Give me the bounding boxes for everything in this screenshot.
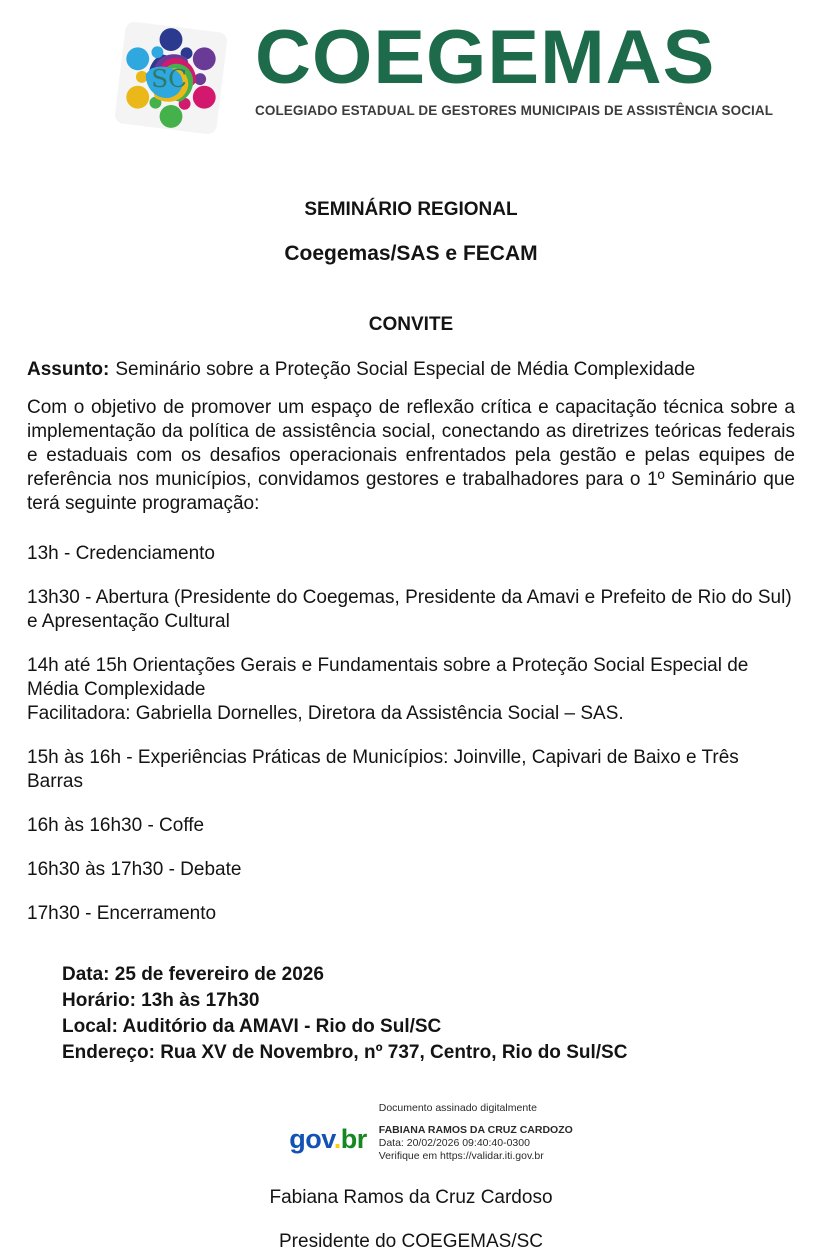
title-convite: CONVITE (368, 314, 454, 335)
brand-name: COEGEMAS (255, 15, 716, 100)
schedule-item-abertura: 13h30 - Abertura (Presidente do Coegemas, Presidente da Amavi e Prefeito de Rio do Sul) e Apresentação Cultural (27, 587, 792, 632)
president-role: Presidente do COEGEMAS/SC (279, 1231, 543, 1252)
schedule-item-orientacoes (27, 654, 795, 726)
signature-verify-url: Verifique em https://validar.iti.gov.br (378, 1150, 544, 1162)
event-details (62, 962, 795, 1066)
govbr-logo-dot: . (333, 1124, 341, 1154)
schedule-item-encerramento: 17h30 - Encerramento (27, 903, 217, 924)
schedule-item-credenciamento: 13h - Credenciamento (27, 543, 215, 564)
signature-signer-name: FABIANA RAMOS DA CRUZ CARDOZO (378, 1124, 573, 1136)
subject-line (27, 358, 795, 382)
govbr-logo (289, 1126, 367, 1153)
letterhead (107, 14, 795, 142)
govbr-logo-br: br (340, 1124, 367, 1154)
brand-subtitle: COLEGIADO ESTADUAL DE GESTORES MUNICIPAIS DE ASSISTÊNCIA SOCIAL (255, 103, 774, 118)
schedule-item-debate: 16h30 às 17h30 - Debate (27, 859, 242, 880)
govbr-logo-gov: gov (289, 1124, 334, 1154)
signature-date: Data: 20/02/2026 09:40:40-0300 (378, 1137, 530, 1149)
detail-data: Data: 25 de fevereiro de 2026 (62, 964, 324, 985)
intro-paragraph: Com o objetivo de promover um espaço de reflexão crítica e capacitação técnica sobre a implementação da política de assistência social, conectando as diretrizes teóricas federais e estaduais com os desafios operacionais enfrentados pela gestão e pelas equipes de referência nos municípios, convidamos gestores e trabalhadores para o 1º Seminário que terá seguinte programação: (27, 397, 795, 514)
president-name: Fabiana Ramos da Cruz Cardoso (269, 1187, 553, 1208)
detail-horario: Horário: 13h às 17h30 (62, 990, 260, 1011)
people-circle-icon (107, 14, 235, 142)
title-seminario-regional: SEMINÁRIO REGIONAL (304, 199, 518, 220)
digital-signature-block (27, 1102, 795, 1163)
title-coegemas-sas-fecam: Coegemas/SAS e FECAM (284, 242, 538, 265)
brand-block (255, 14, 773, 118)
coegemas-logo (107, 14, 235, 142)
schedule-item-facilitadora: Facilitadora: Gabriella Dornelles, Diretora da Assistência Social – SAS. (27, 703, 624, 724)
subject-label: Assunto: (27, 359, 110, 380)
signature-text (379, 1102, 573, 1163)
schedule-item-experiencias: 15h às 16h - Experiências Práticas de Municípios: Joinville, Capivari de Baixo e Três Barras (27, 747, 739, 792)
detail-endereco: Endereço: Rua XV de Novembro, nº 737, Centro, Rio do Sul/SC (62, 1042, 628, 1063)
subject-text: Seminário sobre a Proteção Social Especial de Média Complexidade (115, 359, 696, 380)
logo-sc-label: SC (151, 64, 188, 94)
detail-local: Local: Auditório da AMAVI - Rio do Sul/SC (62, 1016, 442, 1037)
schedule-item-coffe: 16h às 16h30 - Coffe (27, 815, 205, 836)
signature-statement: Documento assinado digitalmente (378, 1102, 537, 1114)
schedule-item-orientacoes-line1: 14h até 15h Orientações Gerais e Fundamentais sobre a Proteção Social Especial de Média Complexidade (27, 655, 749, 700)
